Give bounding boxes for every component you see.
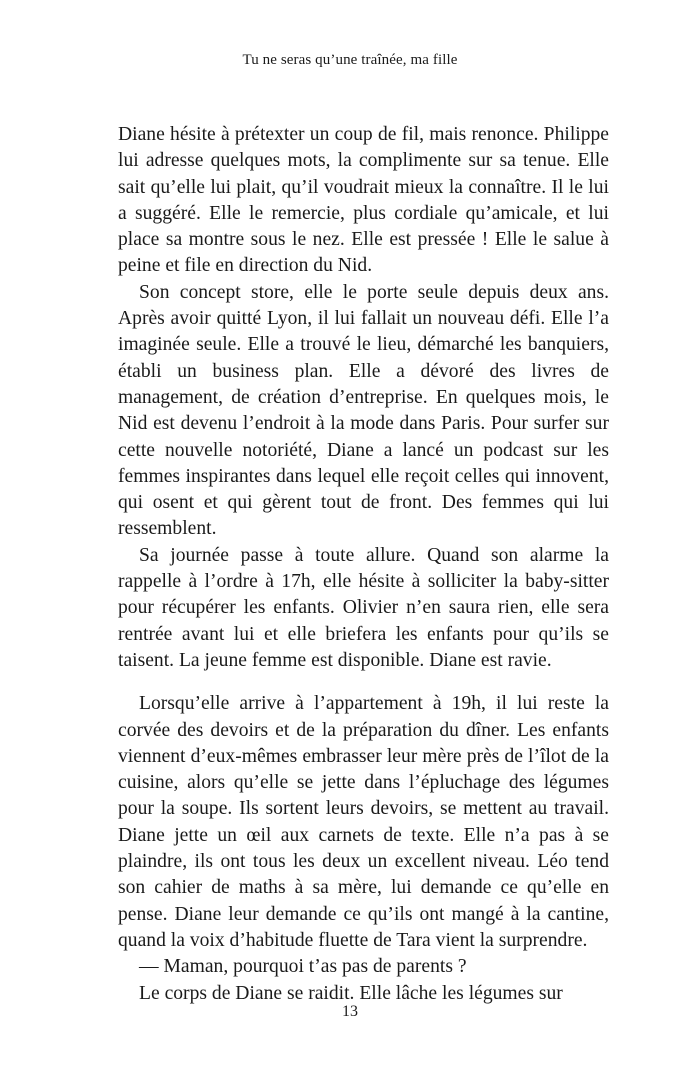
paragraph: Sa journée passe à toute allure. Quand son alarme la rappelle à l’ordre à 17h, elle hésite à solliciter la baby-sitter pour récupérer les enfants. Olivier n’en saura rien, elle sera rentrée avant lui et elle briefera les enfants pour qu’ils se taisent. La jeune femme est disponible. Diane est ravie.: [118, 544, 609, 671]
page-number: 13: [342, 1003, 358, 1020]
body-text: [118, 122, 609, 1007]
running-title: Tu ne seras qu’une traînée, ma fille: [242, 52, 458, 68]
paragraph: Son concept store, elle le porte seule depuis deux ans. Après avoir quitté Lyon, il lui fallait un nouveau défi. Elle l’a imaginée seule. Elle a trouvé le lieu, démarché les banquiers, établi un business plan. Elle a dévoré des livres de management, de création d’entreprise. En quelques mois, le Nid est devenu l’endroit à la mode dans Paris. Pour surfer sur cette nouvelle notoriété, Diane a lancé un podcast sur les femmes inspirantes dans lequel elle reçoit celles qui innovent, qui osent et qui gèrent tout de front. Des femmes qui lui ressemblent.: [118, 281, 609, 540]
paragraph: Diane hésite à prétexter un coup de fil, mais renonce. Philippe lui adresse quelques mots, la complimente sur sa tenue. Elle sait qu’elle lui plait, qu’il voudrait mieux la connaître. Il le lui a suggéré. Elle le remercie, plus cordiale qu’amicale, et lui place sa montre sous le nez. Elle est pressée ! Elle le salue à peine et file en direction du Nid.: [118, 124, 609, 277]
paragraph: Lorsqu’elle arrive à l’appartement à 19h, il lui reste la corvée des devoirs et de la préparation du dîner. Les enfants viennent d’eux-mêmes embrasser leur mère près de l’îlot de la cuisine, alors qu’elle se jette dans l’épluchage des légumes pour la soupe. Ils sortent leurs devoirs, se mettent au travail. Diane jette un œil aux carnets de texte. Elle n’a pas à se plaindre, ils ont tous les deux un excellent niveau. Léo tend son cahier de maths à sa mère, lui demande ce qu’elle en pense. Diane leur demande ce qu’ils ont mangé à la cantine, quand la voix d’habitude fluette de Tara vient la surprendre.: [118, 693, 609, 951]
paragraph: Le corps de Diane se raidit. Elle lâche les légumes sur: [139, 982, 563, 1004]
dialogue-line: — Maman, pourquoi t’as pas de parents ?: [139, 956, 467, 978]
